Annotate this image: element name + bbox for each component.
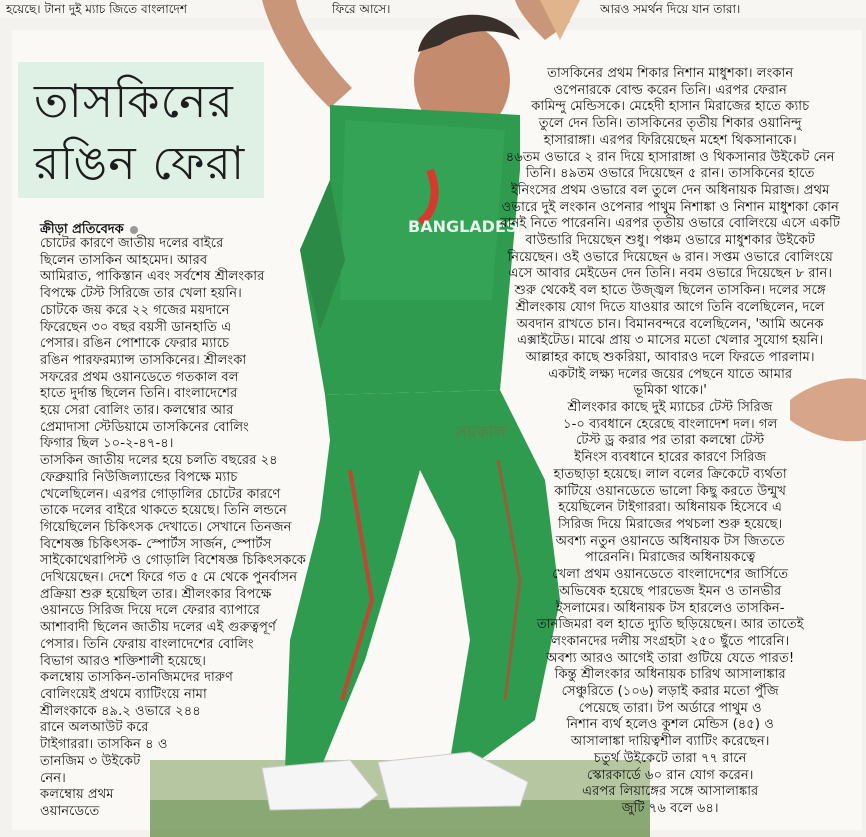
paragraph-line: নিয়েছেন। ওই ওভারে দিয়েছেন ৬ রান। সপ্তম ওভারে বোলিংয়ে [507,249,833,265]
paragraph-line: ১-০ ব্যবধানে হেরেছে বাংলাদেশ দল। গল [563,416,778,432]
paragraph-line: হয়েছিলেন টাইগাররা। অধিনায়ক হিসেবে এ [558,500,782,516]
byline-text: ক্রীড়া প্রতিবেদক [40,222,124,237]
paragraph-line: চোটের কারণে জাতীয় দলের বাইরে [40,236,224,251]
paragraph-line: শ্রীলংকার কাছে দুই ম্যাচের টেস্ট সিরিজ [567,400,773,416]
paragraph-line: টেস্ট ড্র করার পর তারা কলম্বো টেস্ট [576,433,765,449]
paragraph-line: ওয়ানডে সিরিজ দিয়ে দলে ফেরার ব্যাপারে [40,603,260,619]
paragraph-line: রানই নিতে পারেননি। এরপর তৃতীয় ওভারে বোলিংয়ে এসে একটি [500,216,840,232]
article-headline [34,70,274,194]
paragraph-line: তাকে দলের বাইরে থাকতে হয়েছে। তিনি লন্ডনে [40,503,287,519]
paragraph-line: আশাবাদী ছিলেন জাতীয় দলের এই গুরুত্বপূর্ণ [40,620,276,636]
paragraph-line: নিশান ব্যর্থ হলেও কুশল মেন্ডিস (৪৫) ও [566,717,774,733]
strip-text-middle: ফিরে আসে। [332,2,391,16]
paragraph-line: এসে আবার মেইডেন দেন তিনি। নবম ওভারে দিয়েছেন ৮ রান। [508,266,833,282]
paragraph-line: হাতে দুর্দান্ত ছিলেন তিনি। বাংলাদেশের [40,386,238,402]
paragraph-line: চোটকে জয় করে ২২ গজের ময়দানে [40,302,230,318]
paragraph-line: ছিলেন তাসকিন আহমেদ। আরব [40,252,208,268]
paragraph-line: পারেননি। মিরাজের অধিনায়কত্বে [584,550,756,566]
paragraph-line: রঙিন পারফরম্যান্স তাসকিনের। শ্রীলংকা [40,352,247,368]
paragraph-line: আল্লাহর কাছে শুকরিয়া, আবারও দলে ফিরতে পারলাম। [525,349,815,365]
paragraph-line: চতুর্থ উইকেটে তারা ৭৭ রানে [593,750,747,766]
paragraph-line: শ্রীলংকায় যোগ দিতে যাওয়ার আগে তিনি বলেছিলেন, দলে [515,299,825,315]
left-column [40,236,306,821]
paragraph-line: টাইগাররা। তাসকিন ৪ ও [40,737,168,753]
paragraph-line: ওভারে দুই লংকান ওপেনার পাথুম নিশাঙ্কা ও নিশান মাধুশকা কোন [501,199,839,215]
paragraph-line: সফরের প্রথম ওয়ানডেতে গতকাল বল [40,369,239,385]
paragraph-line: লংকানদের দলীয় সংগ্রহটা ২৫০ ছুঁতে পারেনি। [551,633,790,649]
paragraph-line: ফিরেছেন ৩০ বছর বয়সী ডানহাতি এ [40,319,232,335]
paragraph-line: আসালাঙ্কা দায়িত্বশীল ব্যাটিং করেছেন। [570,734,770,750]
paragraph-line: কিন্তু শ্রীলংকার অধিনায়ক চারিথ আসালাঙ্কার [554,667,786,683]
right-column [500,66,840,818]
paragraph-line: এক্সাইটেড। মাঝে প্রায় ৩ মাসের মতো খেলার সুযোগ হয়নি। [517,333,824,349]
byline-dot-icon [130,226,138,234]
paragraph-line: বাউন্ডারি দিয়েছেন শুধু। পঞ্চম ওভারে মাধুশকার উইকেট [525,233,815,249]
paragraph-line: নেন। [40,770,66,786]
paragraph-line: তিনি। ৪৯তম ওভারে দিয়েছেন ৫ রান। তাসকিনের হাতে [525,166,815,182]
paragraph-line: অবশ্য আরও আগেই তারা গুটিয়ে যেতে পারত! [546,650,795,666]
paragraph-line: সেঞ্চুরিতে (১০৬) লড়াই করার মতো পুঁজি [561,684,779,700]
paragraph-line: ইনিংসের প্রথম ওভারে বল তুলে দেন অধিনায়ক মিরাজ। প্রথম [510,182,830,198]
paragraph-line: বিভাগ আরও শক্তিশালী হয়েছে। [40,653,206,669]
paragraph-line: স্কোরকার্ডে ৬০ রান যোগ করেন। [586,767,754,783]
paragraph-line: হয়ে সেরা বোলিং তার। কলম্বোর আর [40,403,234,419]
paragraph-line: পেয়েছে তারা। টপ অর্ডারে পাথুম ও [578,700,762,716]
paragraph-line: কলম্বোয় প্রথম [40,787,114,803]
paragraph-line: অবদান রাখতে চান। বিমানবন্দরে বলেছিলেন, 'আমি অনেক [516,316,824,332]
headline-line-2: রঙিন ফেরা [34,136,246,190]
paragraph-line: আমিরাত, পাকিস্তান এবং সর্বশেষ শ্রীলংকার [40,269,265,285]
paragraph-line: ভূমিকা থাকে।' [633,383,707,399]
paragraph-line: হাসারাঙ্গা। এরপর ফিরিয়েছেন মহেশ থিকসানাকে। [543,132,797,148]
paragraph-line: এরপর লিয়াঙ্গের সঙ্গে আসালাঙ্কার [582,784,759,800]
paragraph-line: সিরিজ দিয়ে মিরাজের পথচলা শুরু হয়েছে। [558,516,783,532]
paragraph-line: শুরু থেকেই বল হাতে উজ্জ্বল ছিলেন তাসকিন। দলের সঙ্গে [514,283,826,299]
strip-text-left: হয়েছে। টানা দুই ম্যাচ জিতে বাংলাদেশ [6,2,187,16]
paragraph-line: শ্রীলংকাকে ৪৯.২ ওভারে ২৪৪ [40,703,201,719]
paragraph-line: একটাই লক্ষ্য দলের জয়ের পেছনে যাতে আমার [548,366,793,382]
headline-line-1: তাসকিনের [34,74,234,128]
paragraph-line: ওপেনারকে বোল্ড করেন তিনি। এরপর ফেরান [553,82,787,98]
paragraph-line: বিপক্ষে টেস্ট সিরিজে তার খেলা হয়নি। [40,286,242,302]
paragraph-line: খেলেছিলেন। এরপর গোড়ালির চোটের কারণে [40,486,281,502]
paragraph-line: জুটি ৭৬ বলে ৬৪। [621,800,719,816]
paragraph-line: গিয়েছিলেন চিকিৎসক দেখাতে। সেখানে তিনজন [40,519,292,535]
paragraph-line: রানে অলআউট করে [40,720,149,736]
paragraph-line: তানজিম ৩ উইকেট [40,753,141,769]
paragraph-line: ইনিংস ব্যবধানে হারের কারণে সিরিজ [574,450,767,466]
paragraph-line: কামিন্দু মেন্ডিসকে। মেহেদী হাসান মিরাজের হাতে ক্যাচ [531,99,810,115]
paragraph-line: কাটিয়ে ওয়ানডেতে ভালো কিছু করতে উন্মুখ [554,483,786,499]
paragraph-line: অভিষেক হয়েছে পারভেজ ইমন ও তানভীর [559,583,782,599]
paragraph-line: তাসকিন জাতীয় দলের হয়ে চলতি বছরের ২৪ [40,453,278,469]
paragraph-line: প্রক্রিয়া শুরু হয়েছিল তার। শ্রীলংকার বিপক্ষে [40,586,272,602]
paragraph-line: খেলা প্রথম ওয়ানডেতে বাংলাদেশের জার্সিতে [552,567,789,583]
paragraph-line: ইসলামের। অধিনায়ক টস হারলেও তাসকিন- [555,600,785,616]
paragraph-line: পেসার। রঙিন পোশাকে ফেরার ম্যাচে [40,336,230,352]
paragraph-line: তাসকিনের প্রথম শিকার নিশান মাধুশকা। লংকান [547,66,794,81]
paragraph-line: পেসার। তিনি ফেরায় বাংলাদেশের বোলিং [40,636,254,652]
paragraph-line: তানজিমরা বল হাতে দ্যুতি ছড়িয়েছেন। আর তাতেই [536,617,804,633]
paragraph-line: ওয়ানডেতে [40,803,100,819]
paragraph-line: ৪৬তম ওভারে ২ রান দিয়ে হাসারাঙ্গা ও থিকসানার উইকেট নেন [505,149,835,165]
watermark: সমকাল [456,423,507,443]
paragraph-line: হাতছাড়া হয়েছে। লাল বলের ক্রিকেটে ব্যর্থতা [553,466,787,482]
paragraph-line: ফিগার ছিল ১০-২-৪৭-৪। [40,436,174,452]
paragraph-line: বিশেষজ্ঞ চিকিৎসক- স্পোর্টস সার্জন, স্পোর্টস [40,536,272,552]
jersey-logo-text: BANGLADESH [408,217,531,236]
paragraph-line: প্রেমাদাসা স্টেডিয়ামে তাসকিনের বোলিং [40,419,249,435]
paragraph-line: তুলে দেন তিনি। তাসকিনের তৃতীয় শিকার ওয়ানিন্দু [538,116,802,132]
paragraph-line: বোলিংয়েই প্রথমে ব্যাটিংয়ে নামা [40,686,207,702]
paragraph-line: ফেব্রুয়ারি নিউজিল্যান্ডের বিপক্ষে ম্যাচ [40,469,238,485]
paragraph-line: দেখিয়েছেন। দেশে ফিরে গত ৫ মে থেকে পুনর্বাসন [40,570,298,586]
paragraph-line: অবশ্য নতুন ওয়ানডে অধিনায়ক টস জিততে [555,533,785,549]
paragraph-line: কলম্বোয় তাসকিন-তানজিমদের দারুণ [40,670,233,686]
strip-text-right: আরও সমর্থন দিয়ে যান তারা। [600,2,741,16]
paragraph-line: সাইকোথেরাপিস্ট ও গোড়ালি বিশেষজ্ঞ চিকিৎসককে [40,553,306,569]
